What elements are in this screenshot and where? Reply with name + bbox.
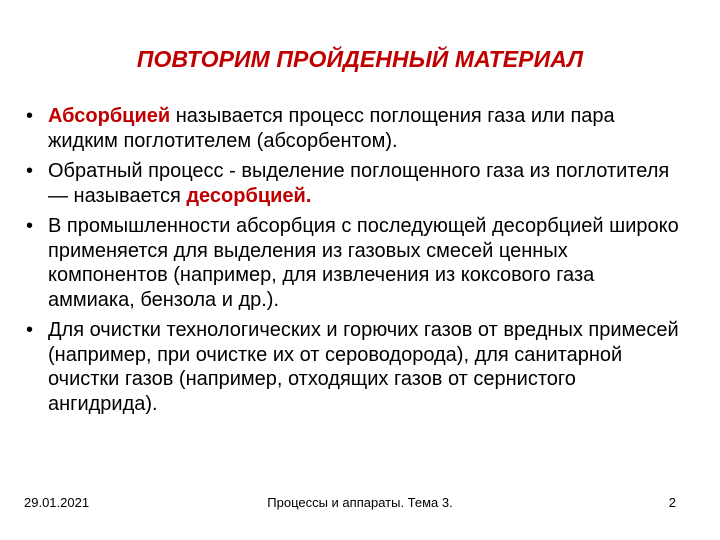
footer-title: Процессы и аппараты. Тема 3. <box>267 495 453 510</box>
bullet-text: Для очистки технологических и горючих газов от вредных примесей (например, при очистке их от сероводорода), для санитарной очистки газов (например, отходящих газов от сернистого ангидрида). <box>48 319 679 415</box>
bullet-icon: • <box>26 105 34 127</box>
bullet-item-absorption <box>26 104 686 153</box>
bullet-item-purification <box>26 318 686 416</box>
slide-title: ПОВТОРИМ ПРОЙДЕННЫЙ МАТЕРИАЛ <box>136 46 584 72</box>
bullet-item-desorption <box>26 159 686 208</box>
bullet-text: называется процесс поглощения газа или пара жидким поглотителем (абсорбентом). <box>48 105 615 152</box>
bullet-item-industry <box>26 214 686 312</box>
bullet-text: В промышленности абсорбция с последующей десорбцией широко применяется для выделения из газовых смесей ценных компонентов (например, для извлечения из коксового газа аммиака, бензола и др.). <box>48 215 679 311</box>
term-absorption: Абсорбцией <box>48 105 171 127</box>
term-desorption: десорбцией. <box>186 184 312 207</box>
bullet-icon: • <box>26 160 34 182</box>
bullet-text: Обратный процесс - выделение поглощенного газа из поглотителя — называется <box>48 160 670 207</box>
bullet-list <box>26 104 686 422</box>
footer-date: 29.01.2021 <box>24 495 90 510</box>
page-number: 2 <box>668 495 676 510</box>
bullet-icon: • <box>26 319 34 341</box>
bullet-icon: • <box>26 215 34 237</box>
